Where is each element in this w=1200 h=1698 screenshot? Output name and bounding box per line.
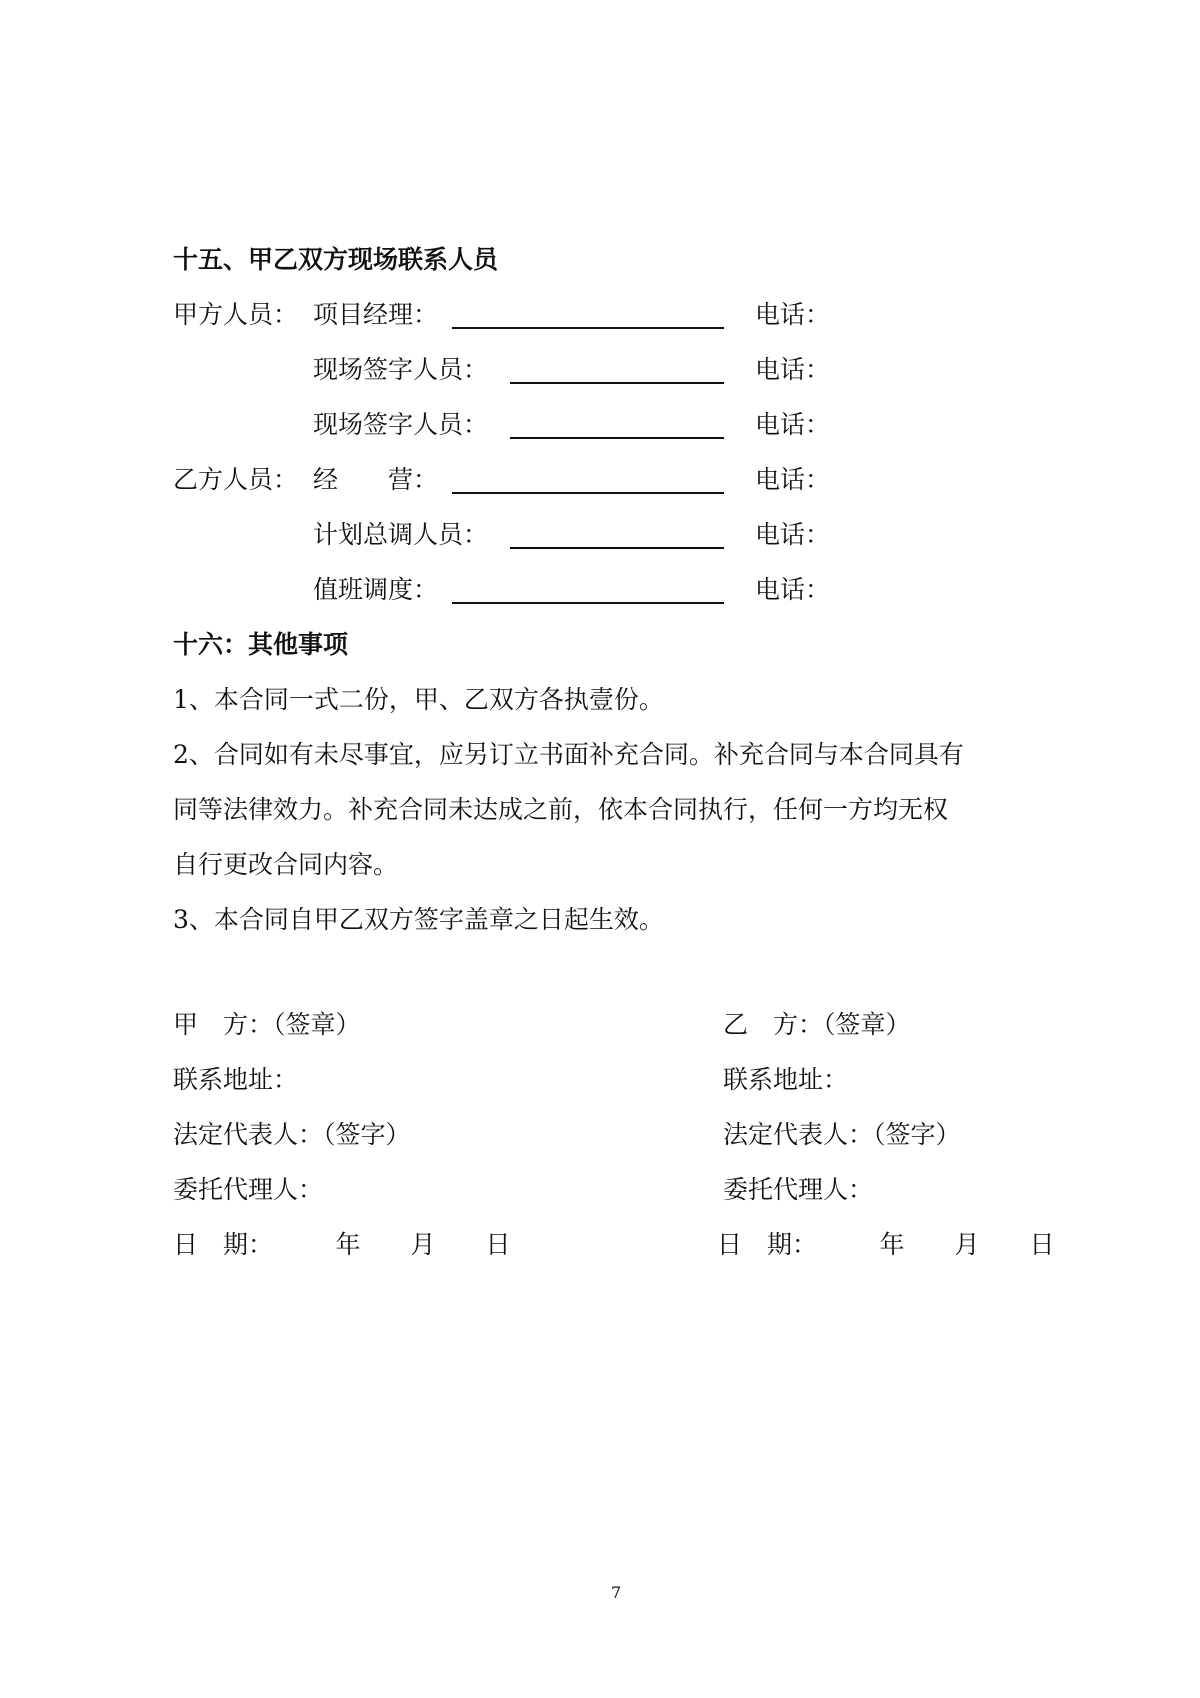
section16-item2-line1: 2、合同如有未尽事宜，应另订立书面补充合同。补充合同与本合同具有 (173, 740, 964, 769)
party-b-role-3: 值班调度： (313, 575, 439, 604)
party-a-phone-1: 电话： (755, 300, 831, 329)
party-a-label: 甲方人员： (173, 300, 299, 329)
party-b-field-1 (452, 492, 724, 494)
party-a-legal-rep: 法定代表人：（签字） (173, 1120, 411, 1149)
party-a-role-1: 项目经理： (313, 300, 439, 329)
party-a-role-2: 现场签字人员： (313, 355, 489, 384)
party-a-phone-3: 电话： (755, 410, 831, 439)
page-number: 7 (611, 1583, 622, 1602)
party-b-phone-3: 电话： (755, 575, 831, 604)
party-a-field-3 (510, 437, 724, 439)
party-b-role-2: 计划总调人员： (313, 520, 489, 549)
party-b-phone-2: 电话： (755, 520, 831, 549)
section16-item2-line2: 同等法律效力。补充合同未达成之前，依本合同执行，任何一方均无权 (173, 795, 949, 824)
party-a-phone-2: 电话： (755, 355, 831, 384)
party-b-role-1: 经 营： (313, 465, 439, 494)
party-a-field-1 (452, 327, 724, 329)
party-b-label: 乙方人员： (173, 465, 299, 494)
party-a-signature: 甲 方：（签章） (173, 1010, 361, 1039)
section16-item3: 3、本合同自甲乙双方签字盖章之日起生效。 (173, 905, 664, 934)
section16-heading: 十六：其他事项 (173, 630, 349, 659)
section16-item1: 1、本合同一式二份，甲、乙双方各执壹份。 (173, 685, 664, 714)
party-b-signature: 乙 方：（签章） (723, 1010, 911, 1039)
party-b-phone-1: 电话： (755, 465, 831, 494)
party-b-address: 联系地址： (723, 1065, 849, 1094)
party-b-date: 日 期： 年 月 日 (717, 1230, 1055, 1259)
section16-item2-line3: 自行更改合同内容。 (173, 850, 399, 879)
party-a-role-3: 现场签字人员： (313, 410, 489, 439)
party-a-agent: 委托代理人： (173, 1175, 324, 1204)
party-b-field-3 (452, 602, 724, 604)
section15-heading: 十五、甲乙双方现场联系人员 (173, 245, 499, 274)
party-a-address: 联系地址： (173, 1065, 299, 1094)
party-b-field-2 (510, 547, 724, 549)
party-b-agent: 委托代理人： (723, 1175, 874, 1204)
party-a-date: 日 期： 年 月 日 (173, 1230, 511, 1259)
party-b-legal-rep: 法定代表人：（签字） (723, 1120, 961, 1149)
party-a-field-2 (510, 382, 724, 384)
